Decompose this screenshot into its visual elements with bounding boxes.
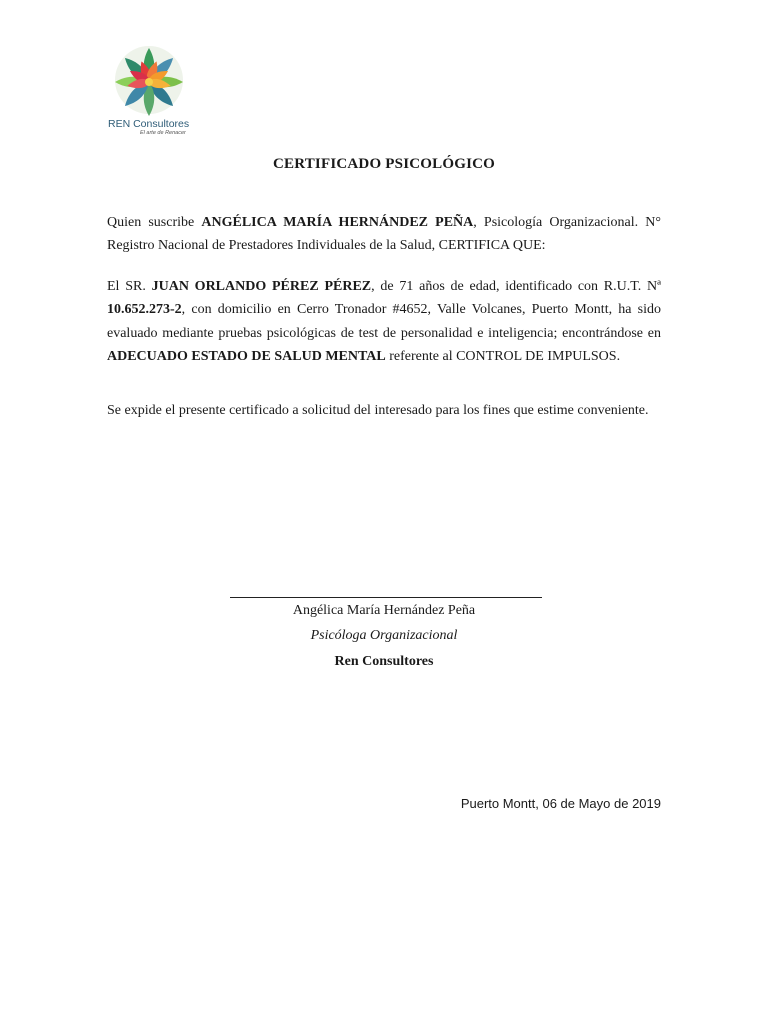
- closing-paragraph: Se expide el presente certificado a solicitud del interesado para los fines que estime conveniente.: [107, 403, 649, 418]
- signatory-organization: Ren Consultores: [334, 654, 434, 669]
- signer-name: ANGÉLICA MARÍA HERNÁNDEZ PEÑA: [201, 215, 474, 230]
- document-date: Puerto Montt, 06 de Mayo de 2019: [460, 796, 661, 811]
- cert-intro-text: El SR.: [107, 279, 152, 294]
- signatory-name: Angélica María Hernández Peña: [292, 603, 476, 618]
- patient-rut: 10.652.273-2: [107, 302, 182, 318]
- signatory-role: Psicóloga Organizacional: [310, 628, 458, 643]
- company-logo: [104, 44, 194, 136]
- intro-text: Quien suscribe: [107, 215, 202, 230]
- intro-paragraph: [107, 211, 661, 258]
- document-title: CERTIFICADO PSICOLÓGICO: [272, 156, 496, 172]
- intro-rest-text: , Psicología Organizacional. N° Registro Nacional de Prestadores Individuales de la Salud, CERTIFICA QUE:: [107, 215, 661, 254]
- cert-end-text: referente al CONTROL DE IMPULSOS.: [385, 348, 621, 364]
- mental-health-status: ADECUADO ESTADO DE SALUD MENTAL: [107, 348, 386, 364]
- logo-tagline: El arte de Renacer: [140, 130, 186, 136]
- cert-mid-text-2: , con domicilio en Cerro Tronador #4652, Valle Volcanes, Puerto Montt, ha sido evaluado mediante pruebas psicológicas de test de personalidad e inteligencia; encontrándose en: [107, 302, 661, 341]
- cert-mid-text-1: , de 71 años de edad, identificado con R.U.T. Nª: [371, 279, 661, 294]
- certification-paragraph: [107, 275, 661, 368]
- signature-line: [230, 597, 542, 598]
- patient-name: JUAN ORLANDO PÉREZ PÉREZ: [151, 279, 372, 294]
- lotus-flower-icon: [112, 44, 186, 116]
- logo-name: REN Consultores: [108, 118, 190, 130]
